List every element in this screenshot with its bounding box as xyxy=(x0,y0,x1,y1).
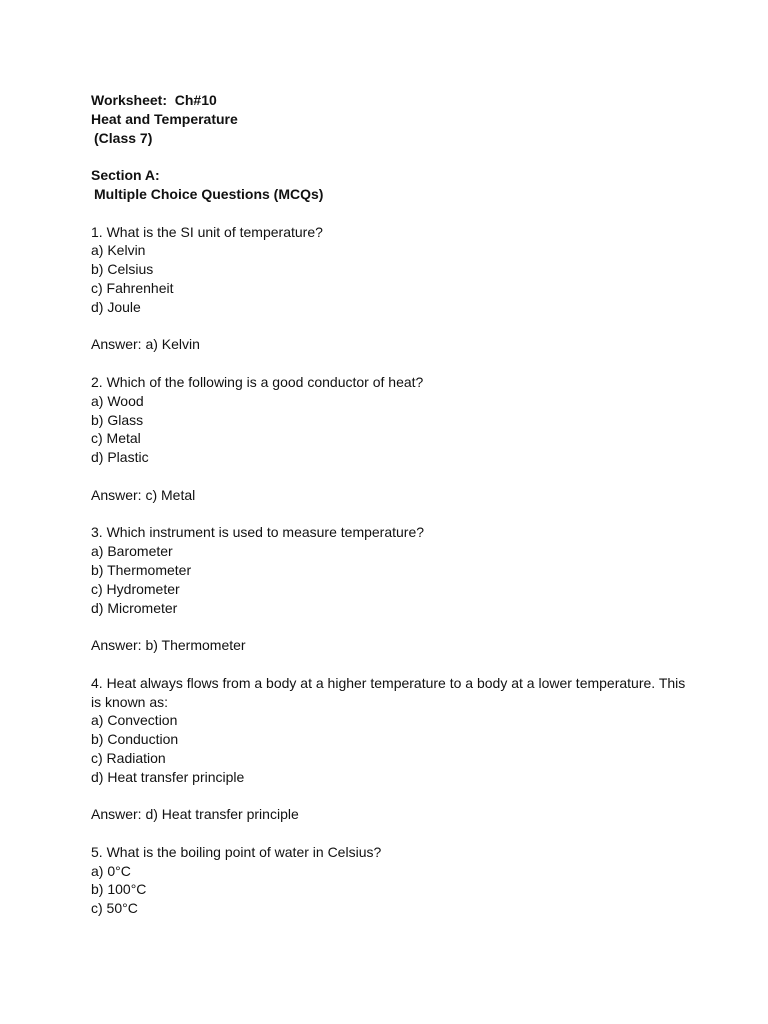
spacer xyxy=(91,786,691,805)
worksheet-topic-heading: Heat and Temperature xyxy=(91,110,238,127)
question-option: a) Wood xyxy=(91,392,144,409)
spacer xyxy=(91,617,691,636)
question-option: d) Micrometer xyxy=(91,599,178,616)
question-option: c) Fahrenheit xyxy=(91,279,174,296)
question-option: b) Thermometer xyxy=(91,561,192,578)
section-subtitle: Multiple Choice Questions (MCQs) xyxy=(94,185,324,202)
question-answer: Answer: a) Kelvin xyxy=(91,336,200,353)
worksheet-class-heading: (Class 7) xyxy=(94,129,153,146)
question-option: c) Radiation xyxy=(91,749,166,766)
question-text: 5. What is the boiling point of water in Celsius? xyxy=(91,843,382,860)
question-option: c) Hydrometer xyxy=(91,580,180,597)
spacer xyxy=(91,505,691,524)
question-option: b) 100°C xyxy=(91,881,147,898)
question-option: b) Glass xyxy=(91,411,144,428)
worksheet-page xyxy=(91,91,691,918)
question-5 xyxy=(91,843,691,918)
question-option: a) Kelvin xyxy=(91,242,146,259)
section-title: Section A: xyxy=(91,167,160,184)
question-answer: Answer: b) Thermometer xyxy=(91,637,246,654)
question-4 xyxy=(91,674,691,843)
question-option: a) Convection xyxy=(91,712,178,729)
question-text: 2. Which of the following is a good conductor of heat? xyxy=(91,373,424,390)
spacer xyxy=(91,354,691,373)
spacer xyxy=(91,655,691,674)
question-text: 4. Heat always flows from a body at a higher temperature to a body at a lower temperature. This is known as: xyxy=(91,674,686,710)
question-2 xyxy=(91,373,691,523)
question-text: 1. What is the SI unit of temperature? xyxy=(91,223,323,240)
spacer xyxy=(91,204,691,223)
question-option: b) Celsius xyxy=(91,261,154,278)
worksheet-chapter-heading: Worksheet: Ch#10 xyxy=(91,92,217,108)
spacer xyxy=(91,467,691,486)
question-answer: Answer: d) Heat transfer principle xyxy=(91,806,299,823)
question-option: c) 50°C xyxy=(91,900,138,917)
question-option: d) Plastic xyxy=(91,449,149,466)
question-answer: Answer: c) Metal xyxy=(91,486,196,503)
spacer xyxy=(91,147,691,166)
question-option: c) Metal xyxy=(91,430,141,447)
question-option: a) 0°C xyxy=(91,862,131,879)
question-option: a) Barometer xyxy=(91,543,173,560)
question-1 xyxy=(91,223,691,373)
question-option: d) Heat transfer principle xyxy=(91,768,245,785)
spacer xyxy=(91,824,691,843)
question-option: b) Conduction xyxy=(91,731,179,748)
question-3 xyxy=(91,523,691,673)
question-option: d) Joule xyxy=(91,298,141,315)
question-text: 3. Which instrument is used to measure temperature? xyxy=(91,524,425,541)
spacer xyxy=(91,317,691,336)
